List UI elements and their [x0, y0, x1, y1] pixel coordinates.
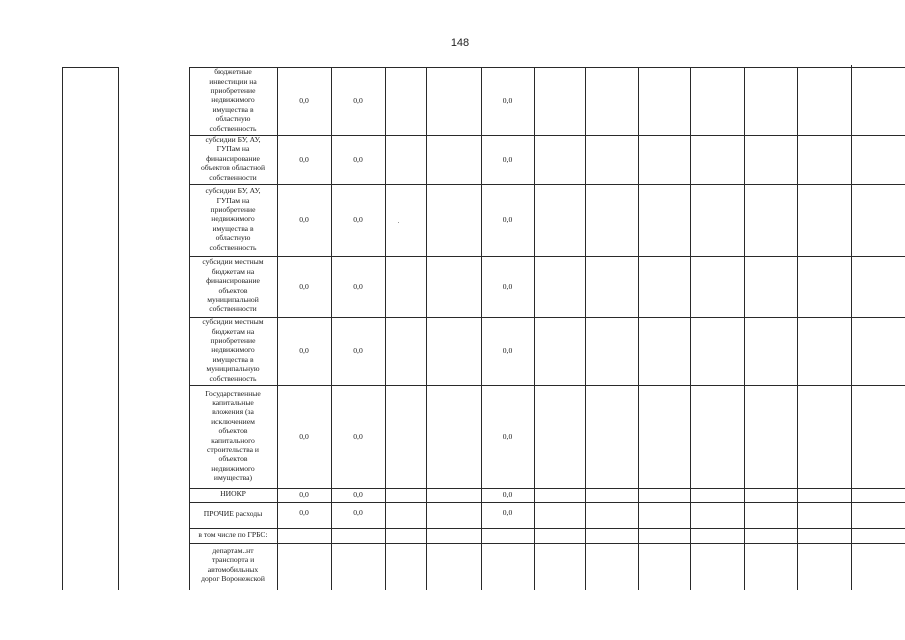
row-value: 0,0	[353, 96, 363, 105]
row-value: 0,0	[353, 431, 363, 441]
row-value: 0,0	[353, 154, 363, 164]
row-value: 0,0	[299, 215, 309, 224]
row-value: 0,0	[353, 346, 363, 355]
row-value: 0,0	[353, 490, 363, 499]
column-line	[851, 65, 852, 590]
row-value: 0,0	[502, 215, 513, 224]
row-separator	[189, 317, 905, 318]
row-value: 0,0	[299, 346, 309, 355]
row-separator	[189, 256, 905, 257]
column-line	[638, 67, 639, 590]
row-label: субсидии местным бюджетам на финансирование объектов муниципальной собственности	[202, 257, 264, 314]
row-value: 0,0	[502, 96, 513, 105]
row-label: Государственные капитальные вложения (за исключением объектов капитального строительства и объектов недвижимого имущества)	[205, 388, 261, 483]
column-line	[744, 67, 745, 590]
column-line	[277, 67, 278, 590]
row-value: 0,0	[502, 346, 513, 355]
column-line	[62, 67, 63, 590]
row-value: 0,0	[299, 281, 309, 291]
row-separator	[189, 528, 905, 529]
row-separator	[189, 502, 905, 503]
row-label: субсидии местным бюджетам на приобретение недвижимого имущества в муниципальную собственность	[202, 317, 264, 383]
page-number: 148	[450, 37, 470, 49]
row-value: 0,0	[299, 96, 309, 105]
row-value: 0,0	[502, 431, 513, 441]
row-label: в том числе по ГРБС:	[198, 529, 268, 539]
row-separator	[189, 488, 905, 489]
column-line	[426, 67, 427, 590]
row-separator	[189, 135, 905, 136]
row-label: НИОКР	[220, 489, 246, 499]
row-value: 0,0	[299, 431, 309, 441]
row-separator	[189, 385, 905, 386]
column-line	[385, 67, 386, 590]
column-line	[797, 67, 798, 590]
column-line	[118, 67, 119, 590]
row-label: департам..нт транспорта и автомобильных дорог Воронежской	[201, 546, 265, 584]
row-value: 0,0	[353, 508, 363, 517]
row-value: 0,0	[299, 508, 309, 517]
row-value: 0,0	[502, 508, 513, 517]
row-value: 0,0	[299, 154, 309, 164]
column-line	[585, 67, 586, 590]
column-line	[690, 67, 691, 590]
row-value: 0,0	[353, 281, 363, 291]
row-label: субсидии БУ, АУ, ГУПам на приобретение недвижимого имущества в областную собственность	[205, 186, 261, 252]
row-value: 0,0	[502, 281, 513, 291]
row-value: 0,0	[299, 490, 309, 499]
row-separator	[189, 184, 905, 185]
column-line	[481, 67, 482, 590]
row-label: ПРОЧИЕ расходы	[203, 509, 263, 519]
row-value: 0,0	[502, 490, 513, 499]
row-separator	[189, 67, 905, 68]
row-label: бюджетные инвестиции на приобретение недвижимого имущества в областную собственность	[209, 67, 257, 133]
scan-speck	[398, 222, 399, 223]
column-line	[331, 67, 332, 590]
table-top-border	[62, 67, 119, 68]
row-label: субсидии БУ, АУ, ГУПам на финансирование объектов областной собственности	[200, 135, 266, 182]
row-value: 0,0	[502, 154, 513, 164]
row-separator	[189, 543, 905, 544]
column-line	[534, 67, 535, 590]
row-value: 0,0	[353, 215, 363, 224]
